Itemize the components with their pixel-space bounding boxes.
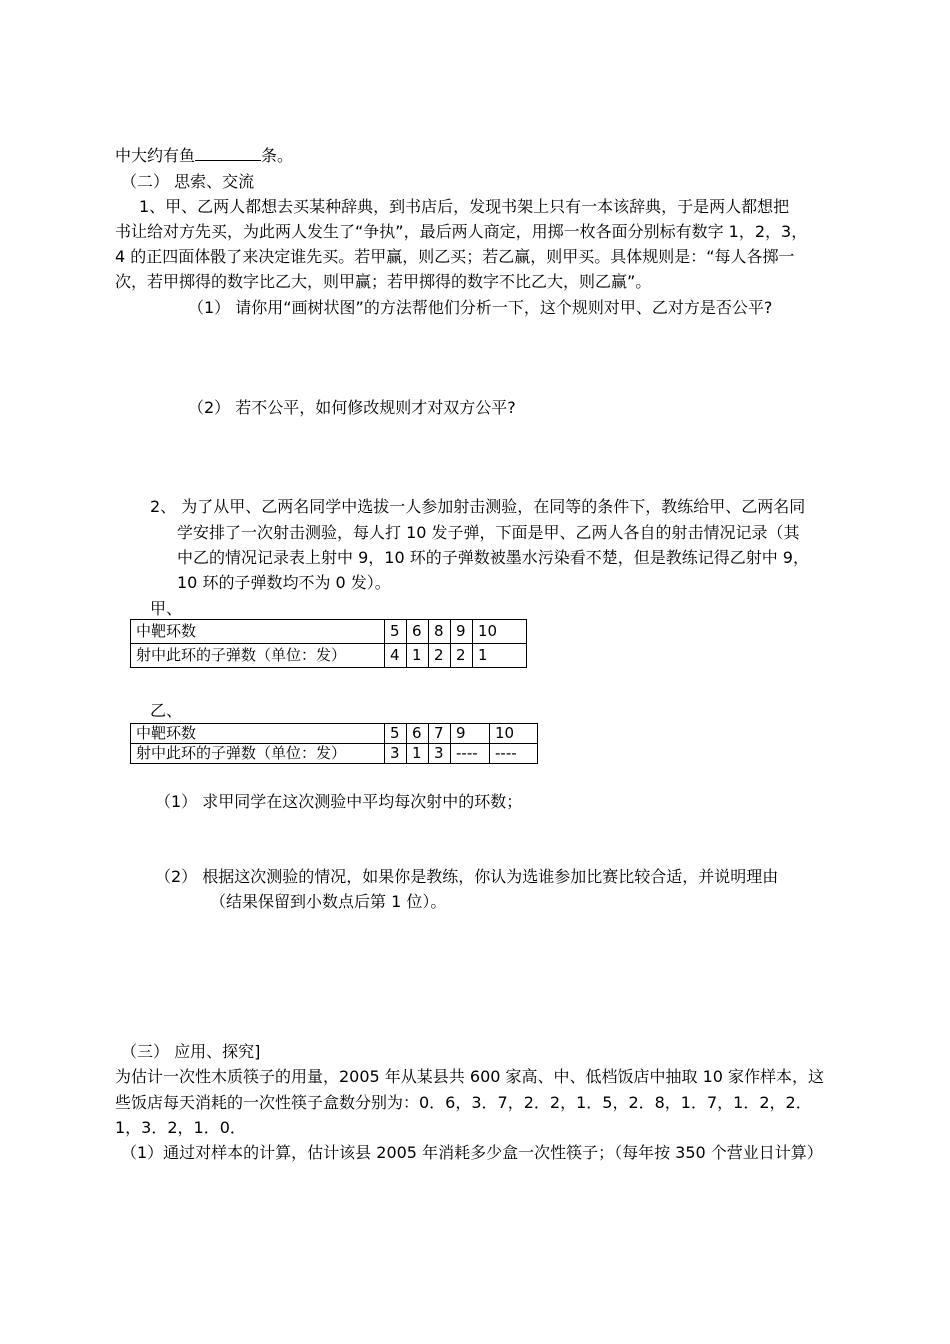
table-caption: 乙、 xyxy=(150,701,183,720)
table-cell: 1 xyxy=(473,644,527,668)
table-cell: 6 xyxy=(407,620,429,644)
paragraph-line: 2、 为了从甲、乙两名同学中选拔一人参加射击测验，在同等的条件下，教练给甲、乙两名同 xyxy=(150,497,806,516)
table-cell: 8 xyxy=(429,620,451,644)
paragraph-line: 次，若甲掷得的数字比乙大，则甲赢；若甲掷得的数字不比乙大，则乙赢”。 xyxy=(115,272,652,291)
table-cell: 2 xyxy=(429,644,451,668)
sub-question: （1） 请你用“画树状图”的方法帮他们分析一下，这个规则对甲、乙对方是否公平? xyxy=(188,298,773,317)
text-line xyxy=(115,145,293,167)
paragraph-line: 4 的正四面体骰了来决定谁先买。若甲赢，则乙买；若乙赢，则甲买。具体规则是：“每人各掷一 xyxy=(115,247,795,266)
paragraph-line: 10 环的子弹数均不为 0 发）。 xyxy=(177,573,391,592)
jia-score-table xyxy=(130,619,527,668)
table-cell: 10 xyxy=(490,724,538,744)
table-row xyxy=(131,644,527,668)
table-cell: 5 xyxy=(385,620,407,644)
row-header: 中靶环数 xyxy=(131,724,385,744)
paragraph-line: 1，3．2，1．0． xyxy=(115,1118,246,1137)
text-fragment: 条。 xyxy=(261,146,294,165)
table-cell: 6 xyxy=(407,724,429,744)
paragraph-line: 中乙的情况记录表上射中 9，10 环的子弹数被墨水污染看不楚，但是教练记得乙射中 9， xyxy=(177,548,809,567)
table-cell: ---- xyxy=(451,744,490,764)
paragraph-line: 1、甲、乙两人都想去买某种辞典，到书店后，发现书架上只有一本该辞典，于是两人都想把 xyxy=(139,197,790,216)
table-cell: 9 xyxy=(451,724,490,744)
table-cell: 4 xyxy=(385,644,407,668)
yi-score-table xyxy=(130,723,538,764)
sub-question: （1）通过对样本的计算，估计该县 2005 年消耗多少盒一次性筷子；（每年按 350 个营业日计算） xyxy=(121,1143,823,1162)
table-cell: 3 xyxy=(429,744,451,764)
answer-blank[interactable] xyxy=(195,146,261,161)
sub-question: （2） 根据这次测验的情况，如果你是教练，你认为选谁参加比赛比较合适，并说明理由 xyxy=(155,867,779,886)
paragraph-line: 为估计一次性木质筷子的用量，2005 年从某县共 600 家高、中、低档饭店中抽取 10 家作样本，这 xyxy=(115,1067,825,1086)
table-cell: 5 xyxy=(385,724,407,744)
row-header: 射中此环的子弹数（单位：发） xyxy=(131,744,385,764)
table-cell: 10 xyxy=(473,620,527,644)
table-cell: 7 xyxy=(429,724,451,744)
table-row xyxy=(131,744,538,764)
table-cell: 1 xyxy=(407,644,429,668)
section-heading: （三） 应用、探究] xyxy=(121,1042,261,1061)
table-row xyxy=(131,620,527,644)
paragraph-line: 些饭店每天消耗的一次性筷子盒数分别为：0．6，3．7，2．2，1．5，2．8，1．7，1．2，2． xyxy=(115,1093,812,1112)
table-cell: 9 xyxy=(451,620,473,644)
sub-question: （2） 若不公平，如何修改规则才对双方公平? xyxy=(188,398,516,417)
paragraph-line: 学安排了一次射击测验，每人打 10 发子弹，下面是甲、乙两人各自的射击情况记录（其 xyxy=(177,523,800,542)
table-cell: 1 xyxy=(407,744,429,764)
sub-question: （结果保留到小数点后第 1 位）。 xyxy=(210,892,447,911)
table-cell: 2 xyxy=(451,644,473,668)
paragraph-line: 书让给对方先买，为此两人发生了“争执”，最后两人商定，用掷一枚各面分别标有数字 1，2，3， xyxy=(115,222,808,241)
row-header: 射中此环的子弹数（单位：发） xyxy=(131,644,385,668)
section-heading: （二） 思索、交流 xyxy=(121,172,255,191)
table-cell: ---- xyxy=(490,744,538,764)
table-caption: 甲、 xyxy=(150,599,183,618)
row-header: 中靶环数 xyxy=(131,620,385,644)
table-cell: 3 xyxy=(385,744,407,764)
sub-question: （1） 求甲同学在这次测验中平均每次射中的环数； xyxy=(155,792,523,811)
table-row xyxy=(131,724,538,744)
text-fragment: 中大约有鱼 xyxy=(115,146,196,165)
